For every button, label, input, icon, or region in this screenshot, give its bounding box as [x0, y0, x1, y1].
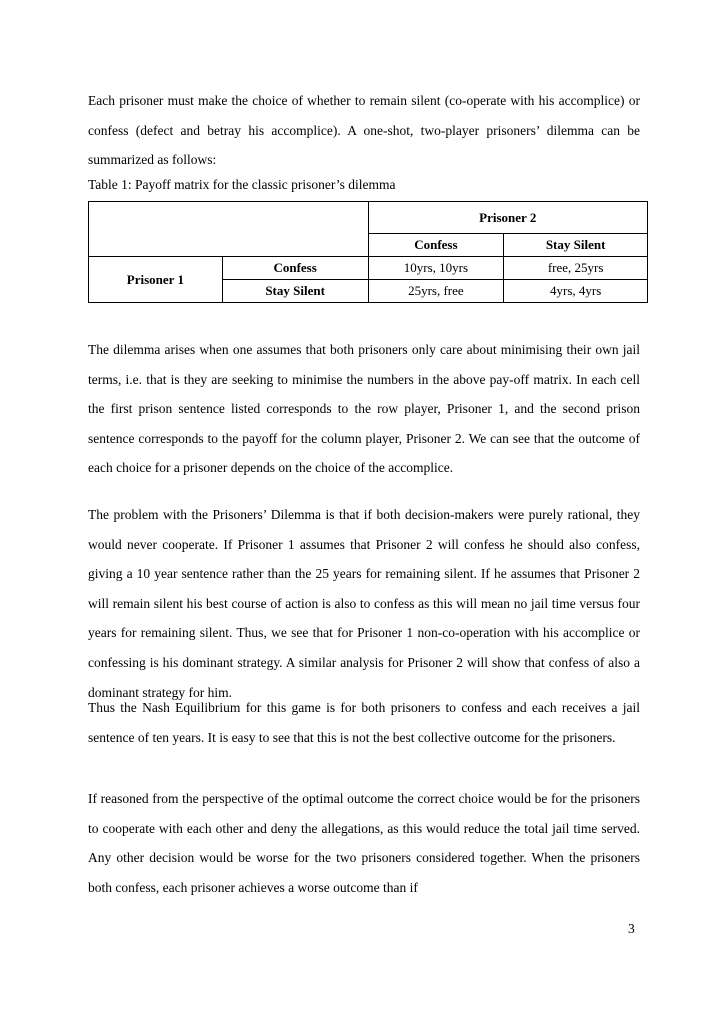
column-header-stay-silent: Stay Silent	[504, 234, 648, 257]
column-player-header: Prisoner 2	[368, 202, 648, 234]
row-header-confess: Confess	[222, 257, 368, 280]
paragraph-intro: Each prisoner must make the choice of whether to remain silent (co-operate with his accomplice) or confess (defect and betray his accomplice). A one-shot, two-player prisoners’ dilemma can be summarized as follows:	[88, 93, 640, 168]
table-caption: Table 1: Payoff matrix for the classic prisoner’s dilemma	[88, 177, 396, 192]
payoff-matrix-table	[88, 201, 648, 303]
paragraph-nash: Thus the Nash Equilibrium for this game is for both prisoners to confess and each receives a jail sentence of ten years. It is easy to see that this is not the best collective outcome for the prisoners.	[88, 700, 640, 745]
paragraph-optimal: If reasoned from the perspective of the optimal outcome the correct choice would be for the prisoners to cooperate with each other and deny the allegations, as this would reduce the total jail time served. Any other decision would be worse for the two prisoners considered together. When the prisoners both confess, each prisoner achieves a worse outcome than if	[88, 791, 640, 895]
page-number: 3	[628, 921, 635, 936]
column-header-confess: Confess	[368, 234, 504, 257]
row-player-header: Prisoner 1	[89, 257, 223, 303]
row-header-stay-silent: Stay Silent	[222, 280, 368, 303]
table-empty-corner	[89, 202, 369, 257]
cell-silent-confess: 25yrs, free	[368, 280, 504, 303]
paragraph-dilemma: The dilemma arises when one assumes that both prisoners only care about minimising their own jail terms, i.e. that is they are seeking to minimise the numbers in the above pay-off matrix. In each cell the first prison sentence listed corresponds to the row player, Prisoner 1, and the second prison sentence corresponds to the payoff for the column player, Prisoner 2. We can see that the outcome of each choice for a prisoner depends on the choice of the accomplice.	[88, 342, 640, 476]
cell-confess-confess: 10yrs, 10yrs	[368, 257, 504, 280]
cell-silent-silent: 4yrs, 4yrs	[504, 280, 648, 303]
cell-confess-silent: free, 25yrs	[504, 257, 648, 280]
paragraph-problem: The problem with the Prisoners’ Dilemma is that if both decision-makers were purely rational, they would never cooperate. If Prisoner 1 assumes that Prisoner 2 will confess he should also confess, giving a 10 year sentence rather than the 25 years for remaining silent. If he assumes that Prisoner 2 will remain silent his best course of action is also to confess as this will mean no jail time versus four years for remaining silent. Thus, we see that for Prisoner 1 non-co-operation with his accomplice or confessing is his dominant strategy. A similar analysis for Prisoner 2 will show that confess of also a dominant strategy for him.	[88, 507, 640, 700]
